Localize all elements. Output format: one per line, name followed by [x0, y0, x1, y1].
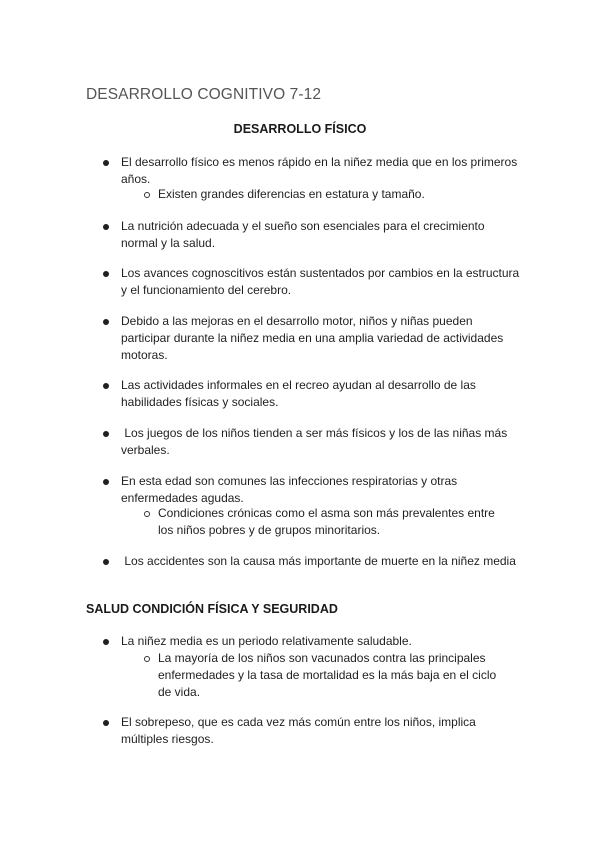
- list-item-text: Los juegos de los niños tienden a ser más físicos y los de las niñas más verbales.: [121, 426, 511, 457]
- sub-list-item-text: Existen grandes diferencias en estatura y tamaño.: [158, 187, 425, 201]
- document-title: DESARROLLO COGNITIVO 7-12: [86, 86, 322, 103]
- list-item-text: Los avances cognoscitivos están sustentados por cambios en la estructura y el funcionamiento del cerebro.: [121, 266, 520, 297]
- list-item-text: Las actividades informales en el recreo ayudan al desarrollo de las habilidades físicas y sociales.: [121, 378, 476, 409]
- bullet-icon: [103, 160, 109, 166]
- section-heading-salud: SALUD CONDICIÓN FÍSICA Y SEGURIDAD: [86, 602, 338, 616]
- bullet-icon: [103, 271, 109, 277]
- section-heading-desarrollo-fisico: DESARROLLO FÍSICO: [233, 122, 367, 136]
- bullet-icon: [103, 720, 109, 726]
- hollow-bullet-icon: [144, 656, 150, 662]
- list-item-text: La niñez media es un periodo relativamente saludable.: [121, 634, 412, 648]
- list-item-text: En esta edad son comunes las infecciones respiratorias y otras enfermedades agudas.: [121, 474, 458, 505]
- bullet-icon: [103, 431, 109, 437]
- list-item-text: El desarrollo físico es menos rápido en la niñez media que en los primeros años.: [121, 155, 518, 186]
- hollow-bullet-icon: [144, 511, 150, 517]
- bullet-icon: [103, 559, 109, 565]
- list-item-text: El sobrepeso, que es cada vez más común entre los niños, implica múltiples riesgos.: [121, 715, 476, 746]
- sub-list-item-text: Condiciones crónicas como el asma son más prevalentes entre los niños pobres y de grupos minoritarios.: [158, 506, 495, 537]
- sub-list-item-text: La mayoría de los niños son vacunados contra las principales enfermedades y la tasa de mortalidad es la más baja en el ciclo de vida.: [158, 651, 497, 699]
- list-item-text: Los accidentes son la causa más importante de muerte en la niñez media: [121, 554, 516, 568]
- list-item-text: La nutrición adecuada y el sueño son esenciales para el crecimiento normal y la salud.: [121, 219, 485, 250]
- bullet-icon: [103, 639, 109, 645]
- hollow-bullet-icon: [144, 192, 150, 198]
- bullet-icon: [103, 479, 109, 485]
- bullet-icon: [103, 383, 109, 389]
- bullet-icon: [103, 319, 109, 325]
- list-item-text: Debido a las mejoras en el desarrollo motor, niños y niñas pueden participar durante la niñez media en una amplia variedad de actividades motoras.: [121, 314, 504, 362]
- bullet-icon: [103, 224, 109, 230]
